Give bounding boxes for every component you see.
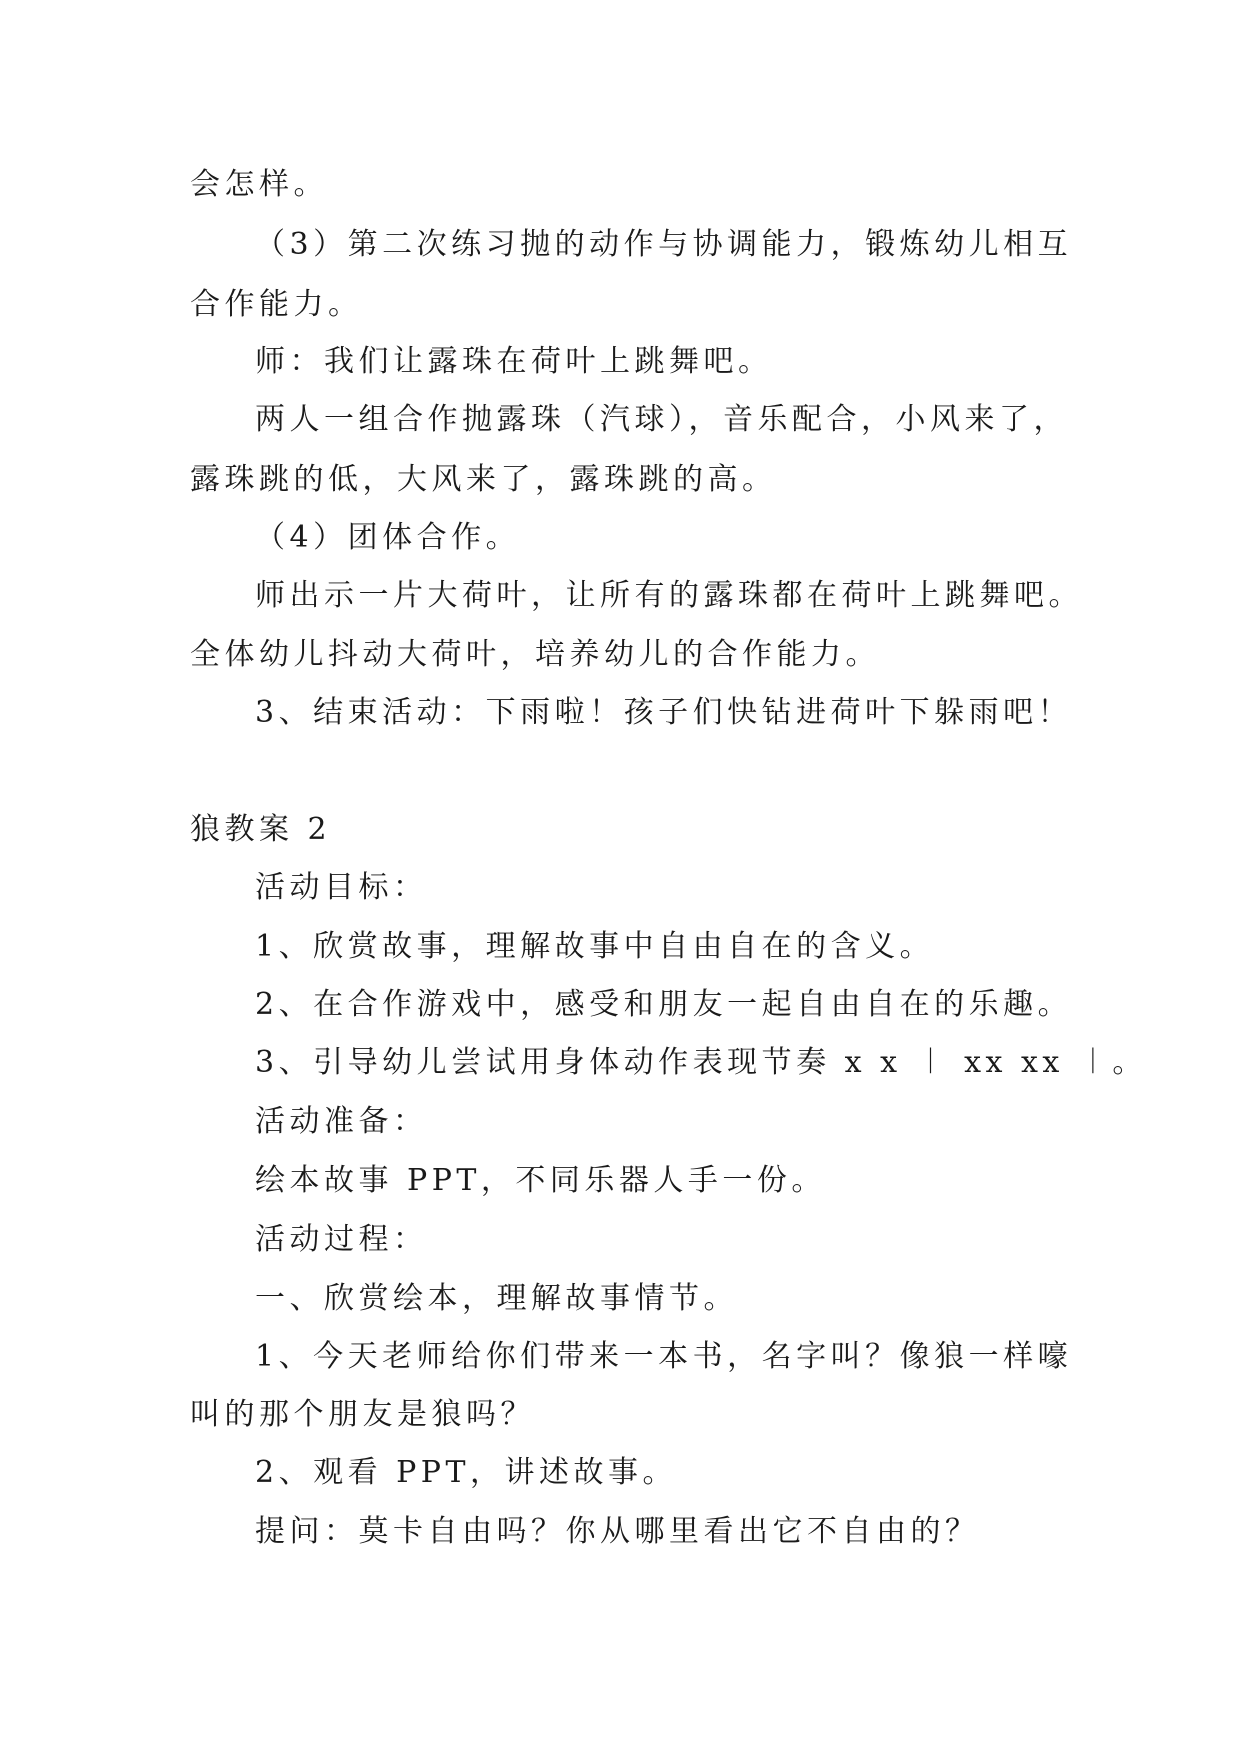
- paragraph-line: 1、今天老师给你们带来一本书，名字叫？像狼一样嚎: [255, 1339, 1073, 1374]
- paragraph-line: 合作能力。: [190, 287, 363, 322]
- paragraph-line: 活动目标：: [255, 870, 428, 905]
- paragraph-line: （3）第二次练习抛的动作与协调能力，锻炼幼儿相互: [255, 227, 1073, 262]
- paragraph-line: 会怎样。: [190, 167, 328, 202]
- paragraph-line: 师出示一片大荷叶，让所有的露珠都在荷叶上跳舞吧。: [255, 578, 1083, 613]
- paragraph-line: 提问：莫卡自由吗？你从哪里看出它不自由的？: [255, 1514, 980, 1549]
- paragraph-line: 活动过程：: [255, 1222, 428, 1257]
- paragraph-line: 绘本故事 PPT，不同乐器人手一份。: [255, 1163, 826, 1198]
- paragraph-line: 2、在合作游戏中，感受和朋友一起自由自在的乐趣。: [255, 987, 1073, 1022]
- paragraph-line: 叫的那个朋友是狼吗？: [190, 1397, 535, 1432]
- paragraph-line: 活动准备：: [255, 1104, 428, 1139]
- paragraph-line: 两人一组合作抛露珠（汽球），音乐配合，小风来了，: [255, 402, 1068, 437]
- paragraph-line: 2、观看 PPT，讲述故事。: [255, 1455, 678, 1490]
- paragraph-line: 露珠跳的低，大风来了，露珠跳的高。: [190, 462, 777, 497]
- section-title: 狼教案 2: [190, 812, 332, 847]
- paragraph-line: 一、欣赏绘本，理解故事情节。: [255, 1281, 738, 1316]
- paragraph-line: 3、引导幼儿尝试用身体动作表现节奏 x x ︱ xx xx ︱。: [255, 1045, 1147, 1080]
- paragraph-line: 师：我们让露珠在荷叶上跳舞吧。: [255, 344, 773, 379]
- paragraph-line: 全体幼儿抖动大荷叶，培养幼儿的合作能力。: [190, 637, 880, 672]
- paragraph-line: 1、欣赏故事，理解故事中自由自在的含义。: [255, 929, 935, 964]
- paragraph-line: （4）团体合作。: [255, 520, 521, 555]
- paragraph-line: 3、结束活动：下雨啦！孩子们快钻进荷叶下躲雨吧！: [255, 695, 1073, 730]
